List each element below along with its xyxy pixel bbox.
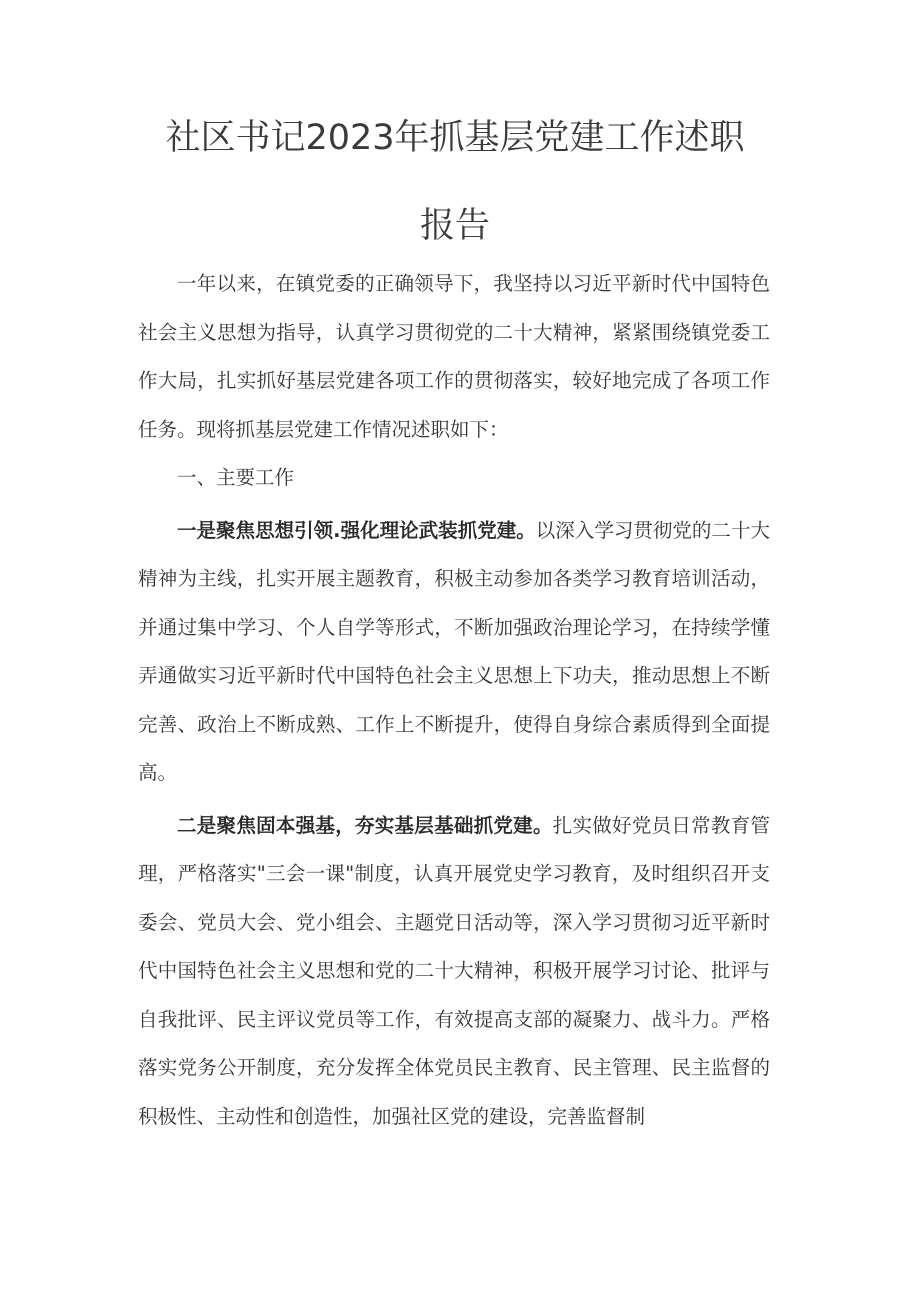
- document-title-line1: 社区书记2023年抓基层党建工作述职: [165, 118, 745, 158]
- item-2-lead: 二是聚焦固本强基，夯实基层基础抓党建。: [177, 813, 553, 837]
- item-2-body: 扎实做好党员日常教育管理，严格落实"三会一课"制度，认真开展党史学习教育，及时组织召开支委会、党员大会、党小组会、主题党日活动等，深入学习贯彻习近平新时代中国特色社会主义思想和党的二十大精神，积极开展学习讨论、批评与自我批评、民主评议党员等工作，有效提高支部的凝聚力、战斗力。严格落实党务公开制度，充分发挥全体党员民主教育、民主管理、民主监督的积极性、主动性和创造性，加强社区党的建设，完善监督制: [138, 813, 770, 1128]
- item-1-lead: 一是聚焦思想引领.强化理论武装抓党建。: [177, 518, 536, 542]
- item-paragraph-1: [138, 507, 770, 798]
- item-paragraph-2: [138, 802, 770, 1142]
- intro-paragraph: 一年以来，在镇党委的正确领导下，我坚持以习近平新时代中国特色社会主义思想为指导，认真学习贯彻党的二十大精神，紧紧围绕镇党委工作大局，扎实抓好基层党建各项工作的贯彻落实，较好地完成了各项工作任务。现将抓基层党建工作情况述职如下：: [138, 272, 770, 441]
- document-body: [138, 260, 770, 1141]
- section-heading-main-work: 一、主要工作: [177, 466, 295, 489]
- item-1-body: 以深入学习贯彻党的二十大精神为主线，扎实开展主题教育，积极主动参加各类学习教育培训活动，并通过集中学习、个人自学等形式，不断加强政治理论学习，在持续学懂弄通做实习近平新时代中国特色社会主义思想上下功夫，推动思想上不断完善、政治上不断成熟、工作上不断提升，使得自身综合素质得到全面提高。: [138, 518, 770, 784]
- document-title-line2: 报告: [419, 206, 490, 246]
